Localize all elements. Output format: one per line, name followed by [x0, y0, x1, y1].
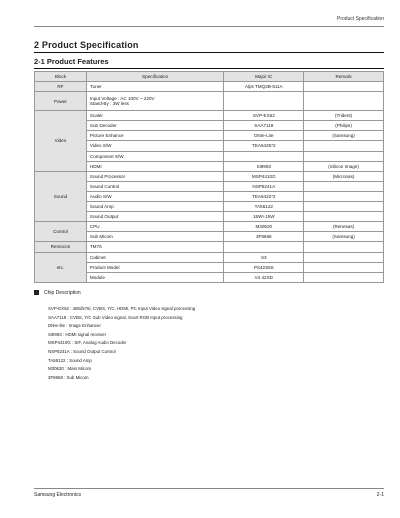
spec-cell: Sound Amp — [86, 202, 224, 212]
major-ic-cell: TEA6425*2 — [224, 141, 304, 151]
chip-description-line: 3F8668 : Sub Micom — [48, 374, 89, 380]
major-ic-cell: Si9993 — [224, 161, 304, 171]
chip-description-line: TA55122 : Sound Amp — [48, 357, 92, 363]
table-row — [35, 161, 384, 171]
remark-cell: (Philips) — [304, 121, 384, 131]
table-row — [35, 82, 384, 92]
spec-cell: Sub Micom — [86, 232, 224, 242]
major-ic-cell: TEA6422*2 — [224, 191, 304, 201]
subsection-rule — [34, 68, 384, 69]
remark-cell: (Renesas) — [304, 222, 384, 232]
chip-description-list — [48, 305, 195, 382]
remark-cell: (Micronas) — [304, 171, 384, 181]
spec-cell: Module — [86, 272, 224, 282]
major-ic-cell: Alps TMQ2B-511A — [224, 82, 304, 92]
chip-description-line: SVP-EX62 : 480i/576i, CVBS, Y/C, HDMI, PC Input Video signal processing — [48, 306, 196, 311]
spec-line: Input Voltage : AC 100V ~ 220V — [89, 96, 155, 102]
remark-cell: (Samsung) — [304, 131, 384, 141]
spec-cell: HDMI — [86, 161, 224, 171]
block-cell: Video — [35, 111, 87, 172]
table-row — [35, 121, 384, 131]
chip-description-line: SAA7119 : CVBS, Y/C Sub Video signal, Scart RGB Input processing — [48, 314, 183, 320]
major-ic-cell: TA55122 — [224, 202, 304, 212]
major-ic-cell: NSP8241A — [224, 181, 304, 191]
table-row — [35, 131, 384, 141]
chip-description-line: Si9993 : HDMI signal receiver — [48, 331, 107, 337]
spec-cell: Cabinet — [86, 252, 224, 262]
table-row — [35, 181, 384, 191]
spec-cell: Audio S/W — [86, 191, 224, 201]
table-row — [35, 92, 384, 111]
major-ic-cell: 15W+15W — [224, 212, 304, 222]
major-ic-cell: 3F8668 — [224, 232, 304, 242]
remark-cell — [304, 82, 384, 92]
block-cell: etc. — [35, 252, 87, 282]
major-ic-cell: M30620 — [224, 222, 304, 232]
table-row — [35, 202, 384, 212]
spec-cell: CPU — [86, 222, 224, 232]
table-row — [35, 252, 384, 262]
major-ic-cell — [224, 92, 304, 111]
header-rule — [34, 26, 384, 27]
spec-cell: TM76 — [86, 242, 224, 252]
subsection-title: 2-1 Product Features — [34, 57, 109, 66]
remark-cell — [304, 262, 384, 272]
footer-company: Samsung Electronics — [34, 492, 81, 498]
major-ic-cell: MSP4410G — [224, 171, 304, 181]
remark-cell — [304, 242, 384, 252]
table-row — [35, 232, 384, 242]
remark-cell — [304, 272, 384, 282]
chip-description-title: Chip Description — [44, 290, 81, 296]
table-header-row — [35, 72, 384, 82]
remark-cell — [304, 181, 384, 191]
major-ic-cell: DNIe-Lite — [224, 131, 304, 141]
chip-description-line: NSP8241A : Sound Output Control — [48, 348, 116, 354]
chip-description-heading — [34, 290, 81, 296]
table-row — [35, 191, 384, 201]
table-row — [35, 222, 384, 232]
remark-cell: (Trident) — [304, 111, 384, 121]
header-specification: Specification — [86, 72, 224, 82]
table-row — [35, 262, 384, 272]
major-ic-cell: SVP-EX62 — [224, 111, 304, 121]
block-cell: Power — [35, 92, 87, 111]
table-row — [35, 272, 384, 282]
chip-description-line: MSP4410G : SIF, Analog Audio Decoder — [48, 340, 127, 346]
spec-cell: Sound Processor — [86, 171, 224, 181]
spec-cell: Tuner — [86, 82, 224, 92]
product-features-table — [34, 71, 384, 283]
header-major-ic: Major IC — [224, 72, 304, 82]
spec-cell: Picture Enhance — [86, 131, 224, 141]
header-block: Block — [35, 72, 87, 82]
remark-cell — [304, 252, 384, 262]
block-cell: RF — [35, 82, 87, 92]
remark-cell: (Silicon Image) — [304, 161, 384, 171]
spec-cell — [86, 92, 224, 111]
spec-cell: Sound Control — [86, 181, 224, 191]
spec-cell: Sound Output — [86, 212, 224, 222]
section-title: 2 Product Specification — [34, 40, 139, 50]
spec-cell: Product Model — [86, 262, 224, 272]
spec-cell: Video S/W — [86, 141, 224, 151]
major-ic-cell: SAA7119 — [224, 121, 304, 131]
table-row — [35, 242, 384, 252]
section-rule — [34, 52, 384, 53]
major-ic-cell: S3 — [224, 252, 304, 262]
spec-cell: Scaler — [86, 111, 224, 121]
page-number: 2-1 — [376, 492, 384, 498]
table-row — [35, 111, 384, 121]
major-ic-cell: PS42S5S — [224, 262, 304, 272]
chip-description-line: DNIe-lite : Image Enhancer — [48, 323, 101, 329]
block-cell: Remocon — [35, 242, 87, 252]
chip-description-line: M30620 : Main Micom — [48, 366, 92, 372]
remark-cell — [304, 202, 384, 212]
footer-rule — [34, 488, 384, 489]
table-row — [35, 171, 384, 181]
spec-cell: Sub Decoder — [86, 121, 224, 131]
remark-cell — [304, 151, 384, 161]
page-header: Product Specification — [337, 16, 384, 22]
block-cell: Sound — [35, 171, 87, 221]
remark-cell — [304, 92, 384, 111]
spec-cell: Component S/W — [86, 151, 224, 161]
major-ic-cell: V4 42SD — [224, 272, 304, 282]
header-remark: Remark — [304, 72, 384, 82]
remark-cell — [304, 141, 384, 151]
major-ic-cell — [224, 242, 304, 252]
bullet-square-icon — [34, 290, 39, 295]
remark-cell: (Samsung) — [304, 232, 384, 242]
block-cell: Control — [35, 222, 87, 242]
major-ic-cell — [224, 151, 304, 161]
table-row — [35, 151, 384, 161]
remark-cell — [304, 212, 384, 222]
remark-cell — [304, 191, 384, 201]
spec-line: Stand-By : 3W less — [89, 101, 129, 107]
table-row — [35, 141, 384, 151]
table-row — [35, 212, 384, 222]
